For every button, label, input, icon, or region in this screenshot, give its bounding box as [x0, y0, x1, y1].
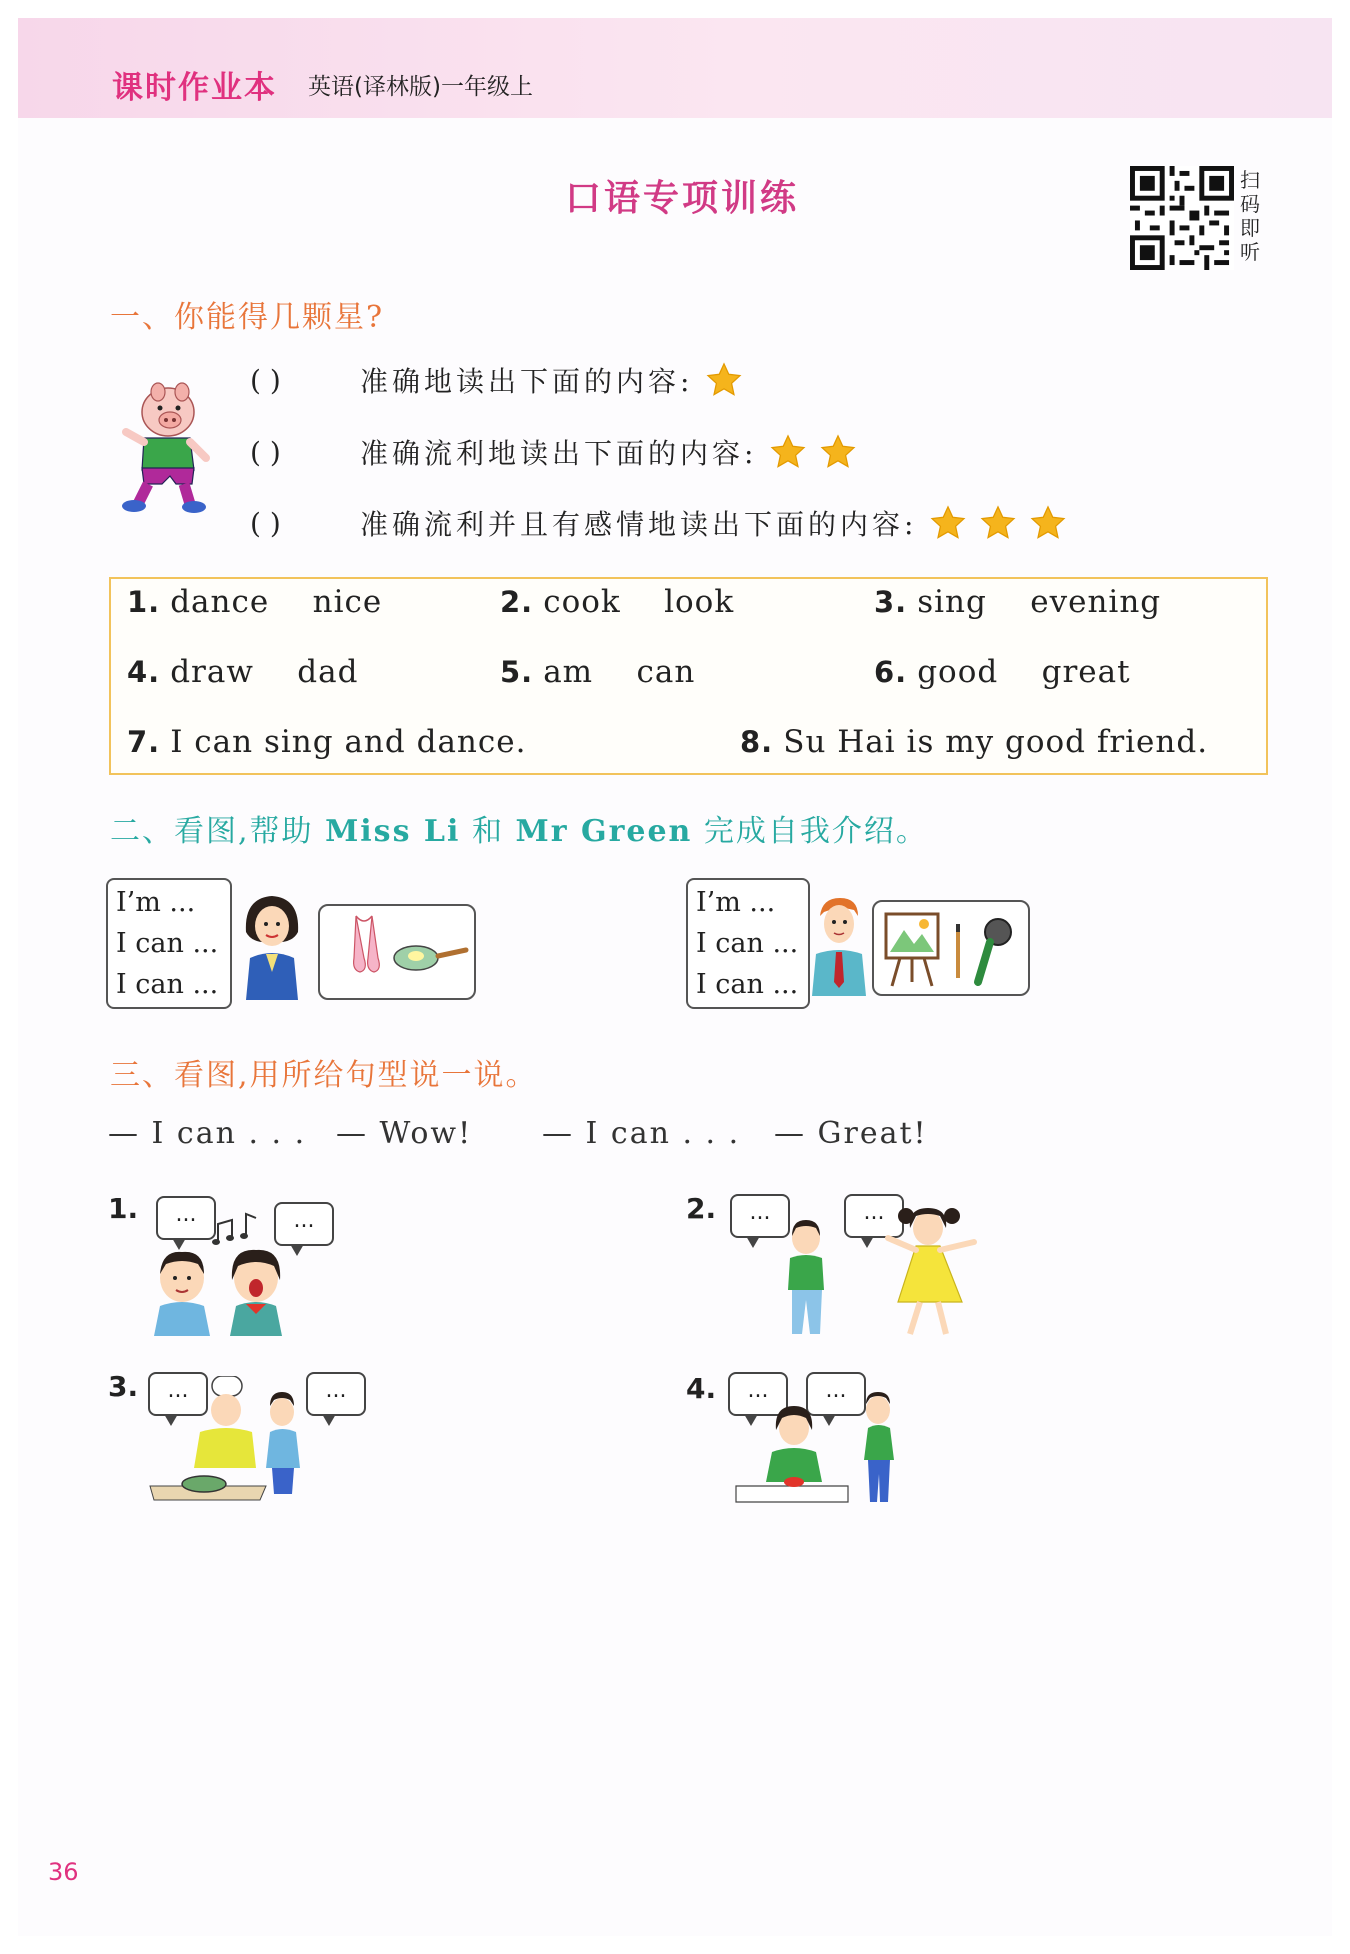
star-icon: [819, 433, 857, 471]
page-title: 口语专项训练: [565, 178, 800, 219]
exercise-number: 2.: [686, 1192, 717, 1225]
speech-bubble: ...: [156, 1196, 216, 1240]
pattern-2: — Wow!: [336, 1116, 473, 1151]
word-item-6: 6. good great: [874, 654, 1131, 690]
section2-heading: 二、看图,帮助 Miss Li 和 Mr Green 完成自我介绍。: [110, 814, 928, 849]
brand-title: 课时作业本: [112, 70, 277, 106]
cooking-chef-and-boy-illustration: [148, 1376, 308, 1504]
easel-brush-microphone-icon: [874, 902, 1028, 994]
word-item-5: 5. am can: [500, 654, 696, 690]
speech-bubble: ...: [730, 1194, 790, 1238]
rating-text: 准确流利并且有感情地读出下面的内容:: [360, 508, 918, 541]
dancing-girl-illustration: [880, 1202, 980, 1342]
exercise-number: 4.: [686, 1372, 717, 1405]
exercise-number: 1.: [108, 1192, 139, 1225]
mr-green-speech-bubble: I’m ... I can ... I can ...: [686, 878, 810, 1009]
star-icon: [929, 504, 967, 542]
star-icon: [979, 504, 1017, 542]
word-item-8: 8. Su Hai is my good friend.: [740, 724, 1209, 760]
rating-blank[interactable]: ( ): [250, 363, 281, 397]
painting-and-singing-picture: [872, 900, 1030, 996]
section1-heading: 一、你能得几颗星?: [110, 300, 385, 335]
star-icon: [1029, 504, 1067, 542]
music-notes-icon: [210, 1208, 262, 1248]
pattern-4: — Great!: [774, 1116, 928, 1151]
speech-bubble: ...: [306, 1372, 366, 1416]
pig-character-illustration: [120, 380, 210, 515]
word-item-4: 4. draw dad: [127, 654, 359, 690]
qr-label: 扫码即听: [1240, 168, 1260, 264]
rating-row-3: [250, 501, 1067, 545]
speech-bubble: ...: [148, 1372, 208, 1416]
pattern-1: — I can . . .: [108, 1116, 307, 1151]
pattern-3: — I can . . .: [542, 1116, 741, 1151]
mr-green-illustration: [808, 894, 870, 996]
ballet-shoes-pan-icon: [320, 906, 474, 998]
ballet-and-cooking-picture: [318, 904, 476, 1000]
star-icon: [769, 433, 807, 471]
word-item-7: 7. I can sing and dance.: [127, 724, 527, 760]
rating-row-1: [250, 358, 743, 402]
rating-text: 准确流利地读出下面的内容:: [360, 437, 758, 470]
book-title: 英语(译林版)一年级上: [308, 74, 533, 100]
miss-li-speech-bubble: I’m ... I can ... I can ...: [106, 878, 232, 1009]
exercise-number: 3.: [108, 1370, 139, 1403]
section3-heading: 三、看图,用所给句型说一说。: [110, 1058, 538, 1093]
speech-bubble: ...: [728, 1372, 788, 1416]
rating-blank[interactable]: ( ): [250, 435, 281, 469]
rating-row-2: [250, 430, 857, 474]
drawing-girl-and-boy-illustration: [732, 1390, 902, 1506]
word-item-3: 3. sing evening: [874, 584, 1162, 620]
miss-li-illustration: [236, 892, 308, 1000]
star-icon: [705, 361, 743, 399]
speech-bubble: ...: [274, 1202, 334, 1246]
speech-bubble: ...: [844, 1194, 904, 1238]
boy-and-singing-girl-illustration: [150, 1244, 300, 1336]
rating-text: 准确地读出下面的内容:: [360, 365, 694, 398]
rating-blank[interactable]: ( ): [250, 506, 281, 540]
speech-bubble: ...: [806, 1372, 866, 1416]
word-item-2: 2. cook look: [500, 584, 735, 620]
qr-code-icon[interactable]: [1130, 166, 1234, 270]
page-number: 36: [48, 1858, 79, 1886]
standing-boy-illustration: [778, 1216, 834, 1340]
word-item-1: 1. dance nice: [127, 584, 383, 620]
